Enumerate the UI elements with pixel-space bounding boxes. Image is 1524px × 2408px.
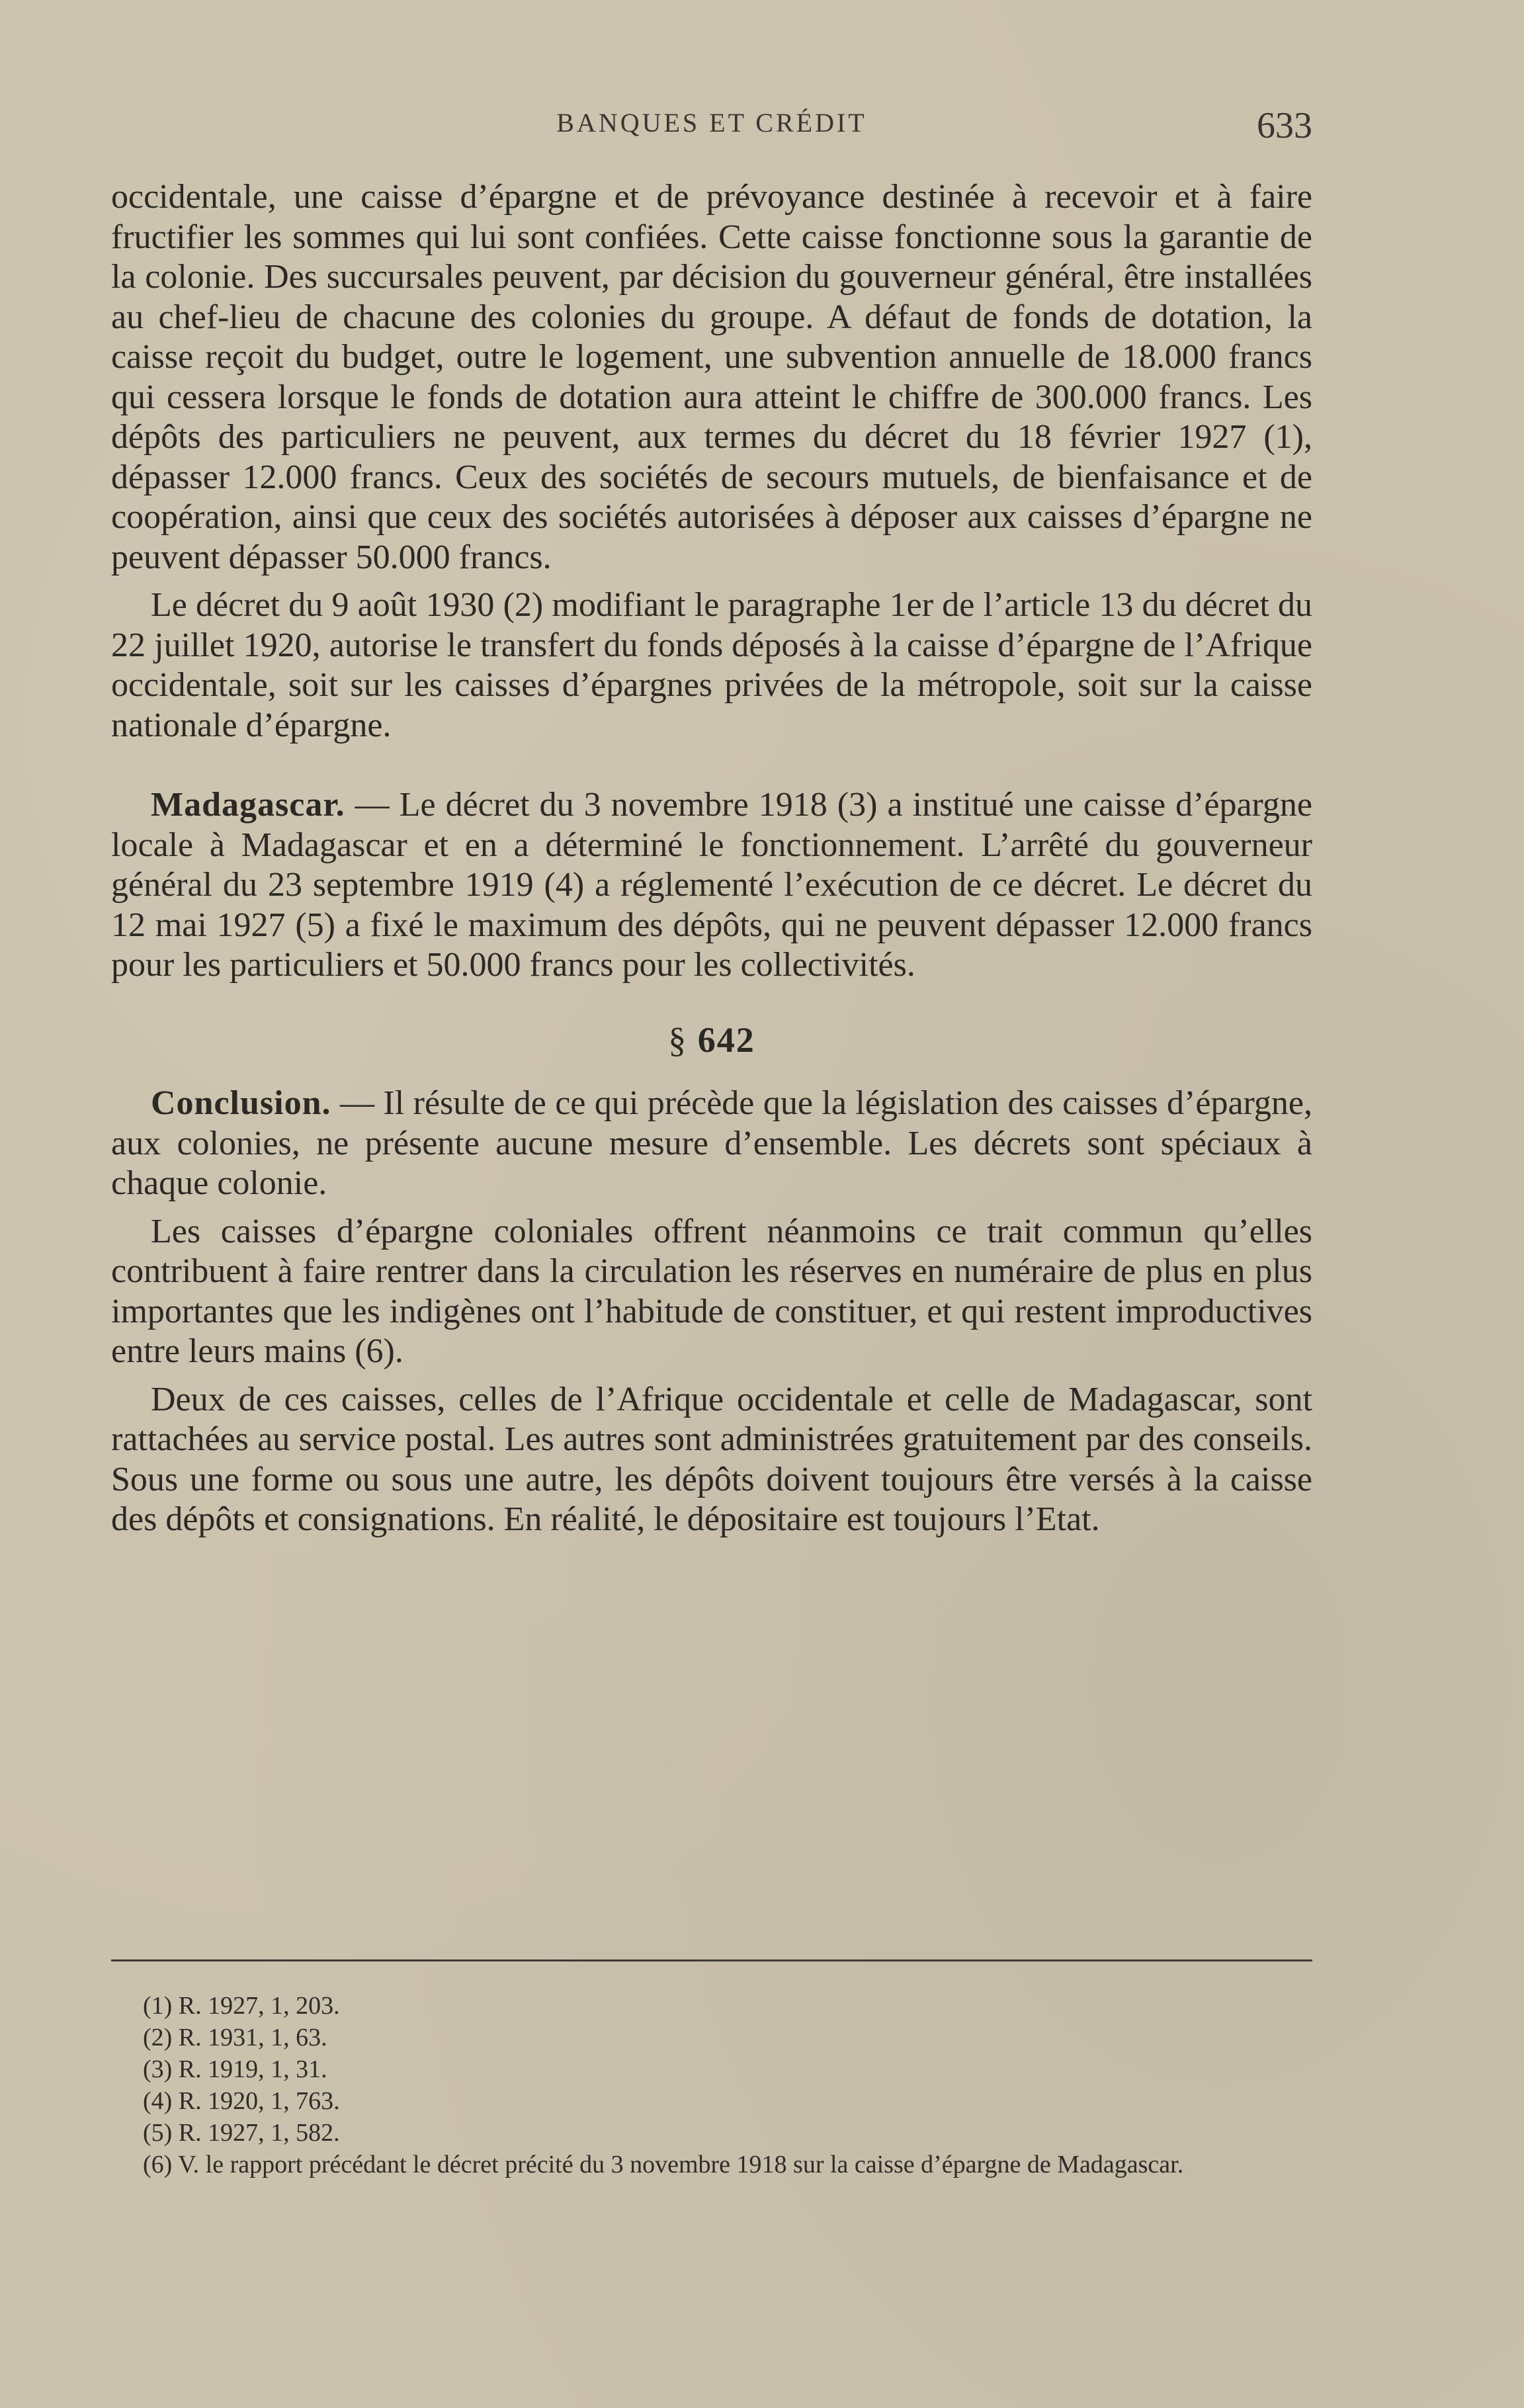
conclusion-text: — Il résulte de ce qui précède que la législation des caisses d’épargne, aux colonies, ne présente aucune mesure d’ensemble. Les décrets sont spéciaux à chaque colonie. — [111, 1084, 1312, 1202]
footnotes — [111, 1990, 1312, 2180]
paragraph-decree-1930: Le décret du 9 août 1930 (2) modifiant le paragraphe 1er de l’article 13 du décret du 22 juillet 1920, autorise le transfert du fonds déposés à la caisse d’épargne de l’Afrique occidentale, soit sur les caisses d’épargnes privées de la métropole, soit sur la caisse nationale d’épargne. — [111, 586, 1312, 744]
paragraph-madagascar — [111, 785, 1312, 986]
footnote-divider — [111, 1959, 1312, 1961]
footnote-5: (5) R. 1927, 1, 582. — [143, 2119, 340, 2147]
section-symbol: § — [668, 1019, 688, 1060]
madagascar-heading: Madagascar. — [151, 786, 345, 824]
body-text — [111, 177, 1312, 1548]
paragraph-common-trait: Les caisses d’épargne coloniales offrent néanmoins ce trait commun qu’elles contribuent à faire rentrer dans la circulation les réserves en numéraire de plus en plus importantes que les indigènes ont l’habitude de constituer, et qui restent improductives entre leurs mains (6). — [111, 1212, 1312, 1370]
paragraph-conclusion — [111, 1084, 1312, 1204]
paragraph-postal-service: Deux de ces caisses, celles de l’Afrique occidentale et celle de Madagascar, sont rattachées au service postal. Les autres sont administrées gratuitement par des conseils. Sous une forme ou sous une autre, les dépôts doivent toujours être versés à la caisse des dépôts et consignations. En réalité, le dépositaire est toujours l’Etat. — [111, 1380, 1312, 1538]
footnote-2: (2) R. 1931, 1, 63. — [143, 2024, 327, 2051]
footnote-1: (1) R. 1927, 1, 203. — [143, 1992, 340, 2020]
madagascar-text: — Le décret du 3 novembre 1918 (3) a institué une caisse d’épargne locale à Madagascar et en a déterminé le fonctionnement. L’arrêté du gouverneur général du 23 septembre 1919 (4) a réglementé l’exécution de ce décret. Le décret du 12 mai 1927 (5) a fixé le maximum des dépôts, qui ne peuvent dépasser 12.000 francs pour les particuliers et 50.000 francs pour les collectivités. — [111, 786, 1312, 984]
running-title: BANQUES ET CRÉDIT — [556, 108, 867, 138]
footnote-4: (4) R. 1920, 1, 763. — [143, 2087, 340, 2115]
paragraph-continuation: occidentale, une caisse d’épargne et de prévoyance destinée à recevoir et à faire fructifier les sommes qui lui sont confiées. Cette caisse fonctionne sous la garantie de la colonie. Des succursales peuvent, par décision du gouverneur général, être installées au chef-lieu de chacune des colonies du groupe. A défaut de fonds de dotation, la caisse reçoit du budget, outre le logement, une subvention annuelle de 18.000 francs qui cessera lorsque le fonds de dotation aura atteint le chiffre de 300.000 francs. Les dépôts des particuliers ne peuvent, aux termes du décret du 18 février 1927 (1), dépasser 12.000 francs. Ceux des sociétés de secours mutuels, de bienfaisance et de coopération, ainsi que ceux des sociétés autorisées à déposer aux caisses d’épargne ne peuvent dépasser 50.000 francs. — [111, 178, 1312, 576]
footnote-6: (6) V. le rapport précédant le décret précité du 3 novembre 1918 sur la caisse d’épargne de Madagascar. — [143, 2151, 1184, 2178]
section-number: 642 — [697, 1019, 755, 1060]
conclusion-heading: Conclusion. — [151, 1084, 331, 1122]
section-heading — [111, 1020, 1312, 1060]
footnote-3: (3) R. 1919, 1, 31. — [143, 2055, 327, 2083]
page-number: 633 — [1257, 105, 1312, 146]
running-head — [111, 105, 1312, 144]
